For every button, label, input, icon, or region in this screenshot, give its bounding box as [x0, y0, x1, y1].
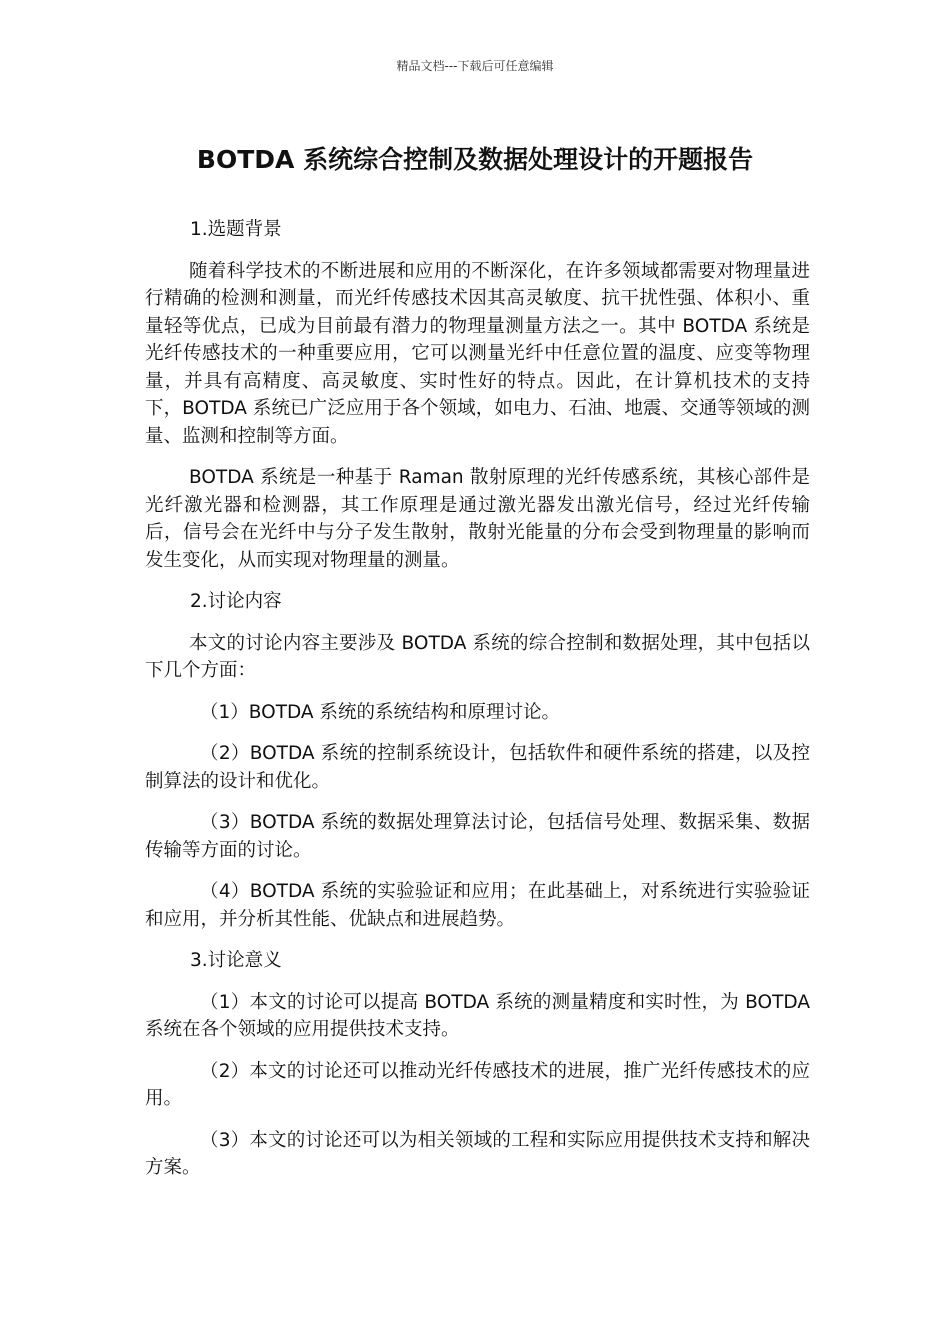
content-item: （1）BOTDA 系统的系统结构和原理讨论。	[200, 701, 560, 723]
background-paragraph: BOTDA 系统是一种基于 Raman 散射原理的光纤传感系统，其核心部件是光纤激光器和检测器，其工作原理是通过激光器发出激光信号，经过光纤传输后，信号会在光纤中与分子发生散射，散射光能量的分布会受到物理量的影响而发生变化，从而实现对物理量的测量。	[145, 467, 810, 571]
section-heading-significance: 3.讨论意义	[190, 950, 282, 971]
significance-item: （3）本文的讨论还可以为相关领域的工程和实际应用提供技术支持和解决方案。	[145, 1129, 810, 1178]
significance-item: （1）本文的讨论可以提高 BOTDA 系统的测量精度和实时性，为 BOTDA 系统在各个领域的应用提供技术支持。	[145, 991, 810, 1040]
document-body	[145, 216, 810, 1196]
content-item: （3）BOTDA 系统的数据处理算法讨论，包括信号处理、数据采集、数据传输等方面的讨论。	[145, 812, 810, 861]
document-title: BOTDA 系统综合控制及数据处理设计的开题报告	[196, 145, 754, 174]
section-heading-background: 1.选题背景	[190, 219, 282, 240]
header-note: 精品文档---下载后可任意编辑	[396, 59, 554, 73]
section-heading-content: 2.讨论内容	[190, 591, 282, 612]
significance-item: （2）本文的讨论还可以推动光纤传感技术的进展，推广光纤传感技术的应用。	[145, 1060, 810, 1109]
content-intro: 本文的讨论内容主要涉及 BOTDA 系统的综合控制和数据处理，其中包括以下几个方面：	[145, 632, 810, 681]
content-item: （4）BOTDA 系统的实验验证和应用；在此基础上，对系统进行实验验证和应用，并分析其性能、优缺点和进展趋势。	[145, 881, 810, 930]
background-paragraph: 随着科学技术的不断进展和应用的不断深化，在许多领域都需要对物理量进行精确的检测和测量，而光纤传感技术因其高灵敏度、抗干扰性强、体积小、重量轻等优点，已成为目前最有潜力的物理量测量方法之一。其中 BOTDA 系统是光纤传感技术的一种重要应用，它可以测量光纤中任意位置的温度、应变等物理量，并具有高精度、高灵敏度、实时性好的特点。因此，在计算机技术的支持下，BOTDA 系统已广泛应用于各个领域，如电力、石油、地震、交通等领域的测量、监测和控制等方面。	[145, 260, 810, 447]
content-item: （2）BOTDA 系统的控制系统设计，包括软件和硬件系统的搭建，以及控制算法的设计和优化。	[145, 743, 810, 792]
